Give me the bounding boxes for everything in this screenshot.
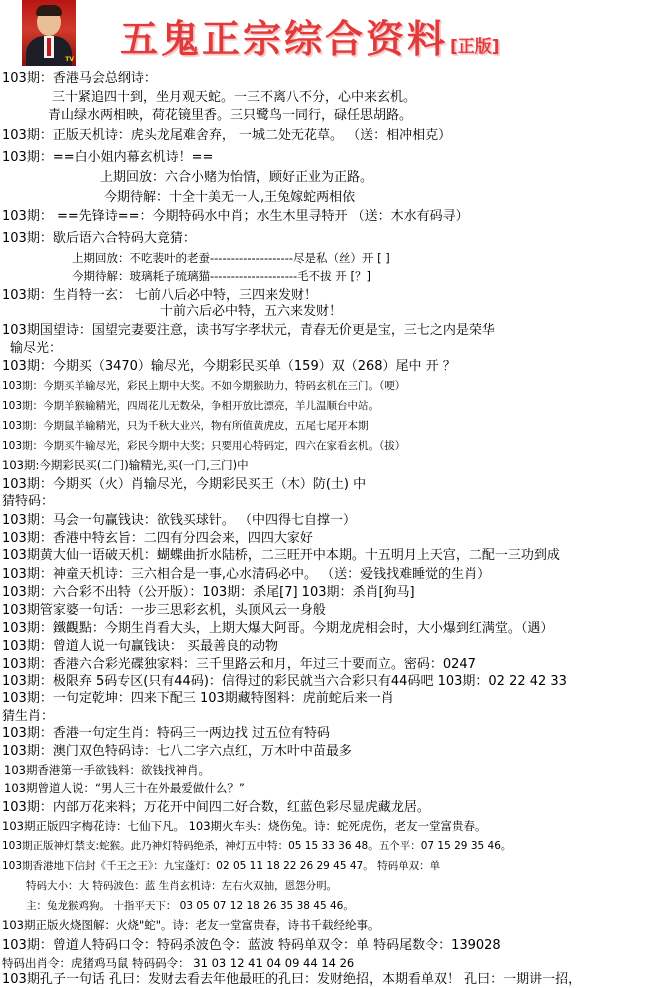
text-line: 103期管家婆一句话：一步三思彩玄机，头顶风云一身般 — [2, 603, 326, 618]
text-line: 103期：今期买牛输尽光，彩民今期中大奖；只要用心特码定，四六在家看玄机。（拔） — [2, 440, 406, 452]
text-line: 103期孔子一句话 孔曰：发财去看去年他最旺的孔曰：发财绝招，本期看单双！ 孔曰：一期讲一招， — [2, 972, 582, 987]
text-line: 103期：神童天机诗：三六相合是一事,心水清码必中。 （送：爱钱找难睡觉的生肖） — [2, 567, 491, 582]
text-line: 103期：今期买（3470）输尽光，今期彩民买单（159）双（268）尾中 开 ？ — [2, 359, 456, 374]
header — [0, 0, 667, 68]
text-line: 103期：香港马会总纲诗： — [2, 71, 157, 86]
text-line: 103期正版火烧图解：火烧"蛇"。诗：老友一堂富贵春，诗书千载经纶事。 — [2, 918, 380, 932]
text-line: 103期：正版天机诗：虎头龙尾难舍弃， 一城二处无花草。 （送：相冲相克） — [2, 128, 452, 143]
avatar-hair — [36, 5, 62, 16]
text-line: 103期：内部万花来料；万花开中间四二好合数，红蓝色彩尽显虎藏龙居。 — [2, 800, 430, 815]
text-line: 103期：六合彩不出特（公开版）：103期：杀尾[7] 103期：杀肖[狗马] — [2, 585, 415, 600]
text-line: 103期：今期买（火）肖输尽光，今期彩民买王（木）防(土) 中 — [2, 477, 367, 492]
text-line: 103期正版神灯禁支:蛇猴。此乃神灯特码绝杀，神灯五中特：05 15 33 36 48。五个平：07 15 29 35 46。 — [2, 840, 512, 852]
text-line: 103期：澳门双色特码诗：七八二字六点红，万木叶中苗最多 — [2, 744, 352, 759]
text-line: 上期回放：不吃裴叶的老蚕--------------------尽是私（丝）开 [ ] — [72, 251, 390, 265]
text-line: 103期：歇后语六合特码大竟猜： — [2, 231, 196, 246]
section-heading: 猜特码： — [2, 494, 55, 509]
text-line: 103期：马会一句赢钱诀：欲钱买球针。 （中四得七自撑一） — [2, 513, 356, 528]
text-line: 上期回放：六合小赌为怡情，顾好正业为正路。 — [100, 170, 374, 185]
text-line: 103期香港地下信封《千王之王》：九宝蓬灯：02 05 11 18 22 26 29 45 47。 特码单双：单 — [2, 860, 441, 872]
text-line: 103期黄大仙一语破天机：蝴蝶曲折水陆桥，二三旺开中本期。十五明月上天宫，二配一三功到成 — [2, 548, 560, 563]
text-line: 103期：==白小姐内幕玄机诗！== — [2, 150, 214, 165]
text-line: 今期待解：玻璃耗子琉璃猫---------------------毛不拔 开 [？] — [72, 269, 371, 283]
text-line: 青山绿水两相映，荷花镜里香。三只鹭鸟一同行，碌任思胡路。 — [48, 108, 413, 123]
text-line: 103期：一句定乾坤：四来下配三 103期藏特图料：虎前蛇后来一肖 — [2, 691, 394, 706]
text-line: 103期：今期羊猴输精光，四周花儿无数朵，争相开放比漂亮，羊儿温顺台中站。 — [2, 400, 380, 412]
text-line: 特码大小：大 特码波色：蓝 生肖玄机诗：左右火双抽，恩怨分明。 — [26, 880, 338, 892]
text-line: 103期国望诗：国望完妻要注意，读书写字孝状元，青春无价更是宝，三七之内是荣华 — [2, 323, 495, 338]
text-line: 今期待解：十全十美无一人,王兔嫁蛇两相依 — [104, 190, 356, 205]
page-title — [120, 16, 500, 70]
text-line: 主：兔龙猴鸡狗。 十指平天下： 03 05 07 12 18 26 35 38 45 46。 — [26, 900, 354, 912]
text-line: 103期： ==先锋诗==：今期特码水中肖；水生木里寻特开 （送：木水有码寻） — [2, 209, 469, 224]
text-line: 103期：生肖特一玄： 七前八后必中特，三四来发财！ — [2, 288, 317, 303]
text-line: 103期：今期买羊输尽光，彩民上期中大奖。不如今期猴助力，特码玄机在三门。（哽） — [2, 380, 406, 392]
avatar — [22, 0, 76, 66]
text-line: 103期：香港六合彩光碟独家料：三千里路云和月，年过三十要而立。密码：0247 — [2, 657, 476, 672]
avatar-tie — [47, 38, 51, 56]
text-line: 103期：鐵觀點：今期生肖看大头，上期大爆大阿哥。今期龙虎相会时，大小爆到红满堂。（遇） — [2, 621, 554, 636]
text-line: 十前六后必中特，五六来发财！ — [160, 304, 343, 319]
section-heading: 输尽光： — [10, 341, 63, 356]
avatar-logo: TV — [65, 56, 74, 63]
text-line: 特码出肖令：虎猪鸡马鼠 特码码令： 31 03 12 41 04 09 44 14 26 — [2, 956, 355, 970]
text-line: 103期:今期彩民买(二门)输精光,买(一门,三门)中 — [2, 458, 249, 472]
text-line: 103期正版四字梅花诗：七仙下凡。 103期火车头：烧伤兔。诗：蛇死虎伤，老友一堂富贵春。 — [2, 819, 487, 833]
text-line: 103期：今期鼠羊输精光，只为千秋大业兴，物有所值黄虎皮，五尾七尾开本期 — [2, 420, 369, 432]
text-line: 103期曾道人说：“男人三十在外最爱做什么？” — [4, 781, 245, 795]
text-line: 103期：香港一句定生肖：特码三一两边找 过五位有特码 — [2, 726, 330, 741]
section-heading: 猜生肖： — [2, 709, 55, 724]
text-line: 三十紧追四十到，坐月观天蛇。一三不离八不分，心中来玄机。 — [52, 90, 417, 105]
text-line: 103期：曾道人说一句赢钱诀： 买最善良的动物 — [2, 639, 278, 654]
text-line: 103期：极限弃 5码专区(只有44码)：信得过的彩民就当六合彩只有44码吧 103期：02 22 42 33 — [2, 674, 567, 689]
text-line: 103期：曾道人特码口令：特码杀波色令：蓝波 特码单双令：单 特码尾数令：139028 — [2, 938, 501, 953]
text-line: 103期：香港中特玄旨：二四有分四会来，四四大家好 — [2, 531, 313, 546]
edition-badge: [正版] — [450, 37, 500, 57]
page-title-text: 五鬼正宗综合资料 — [120, 16, 449, 61]
text-line: 103期香港第一手欲钱料：欲钱找神肖。 — [4, 763, 210, 777]
